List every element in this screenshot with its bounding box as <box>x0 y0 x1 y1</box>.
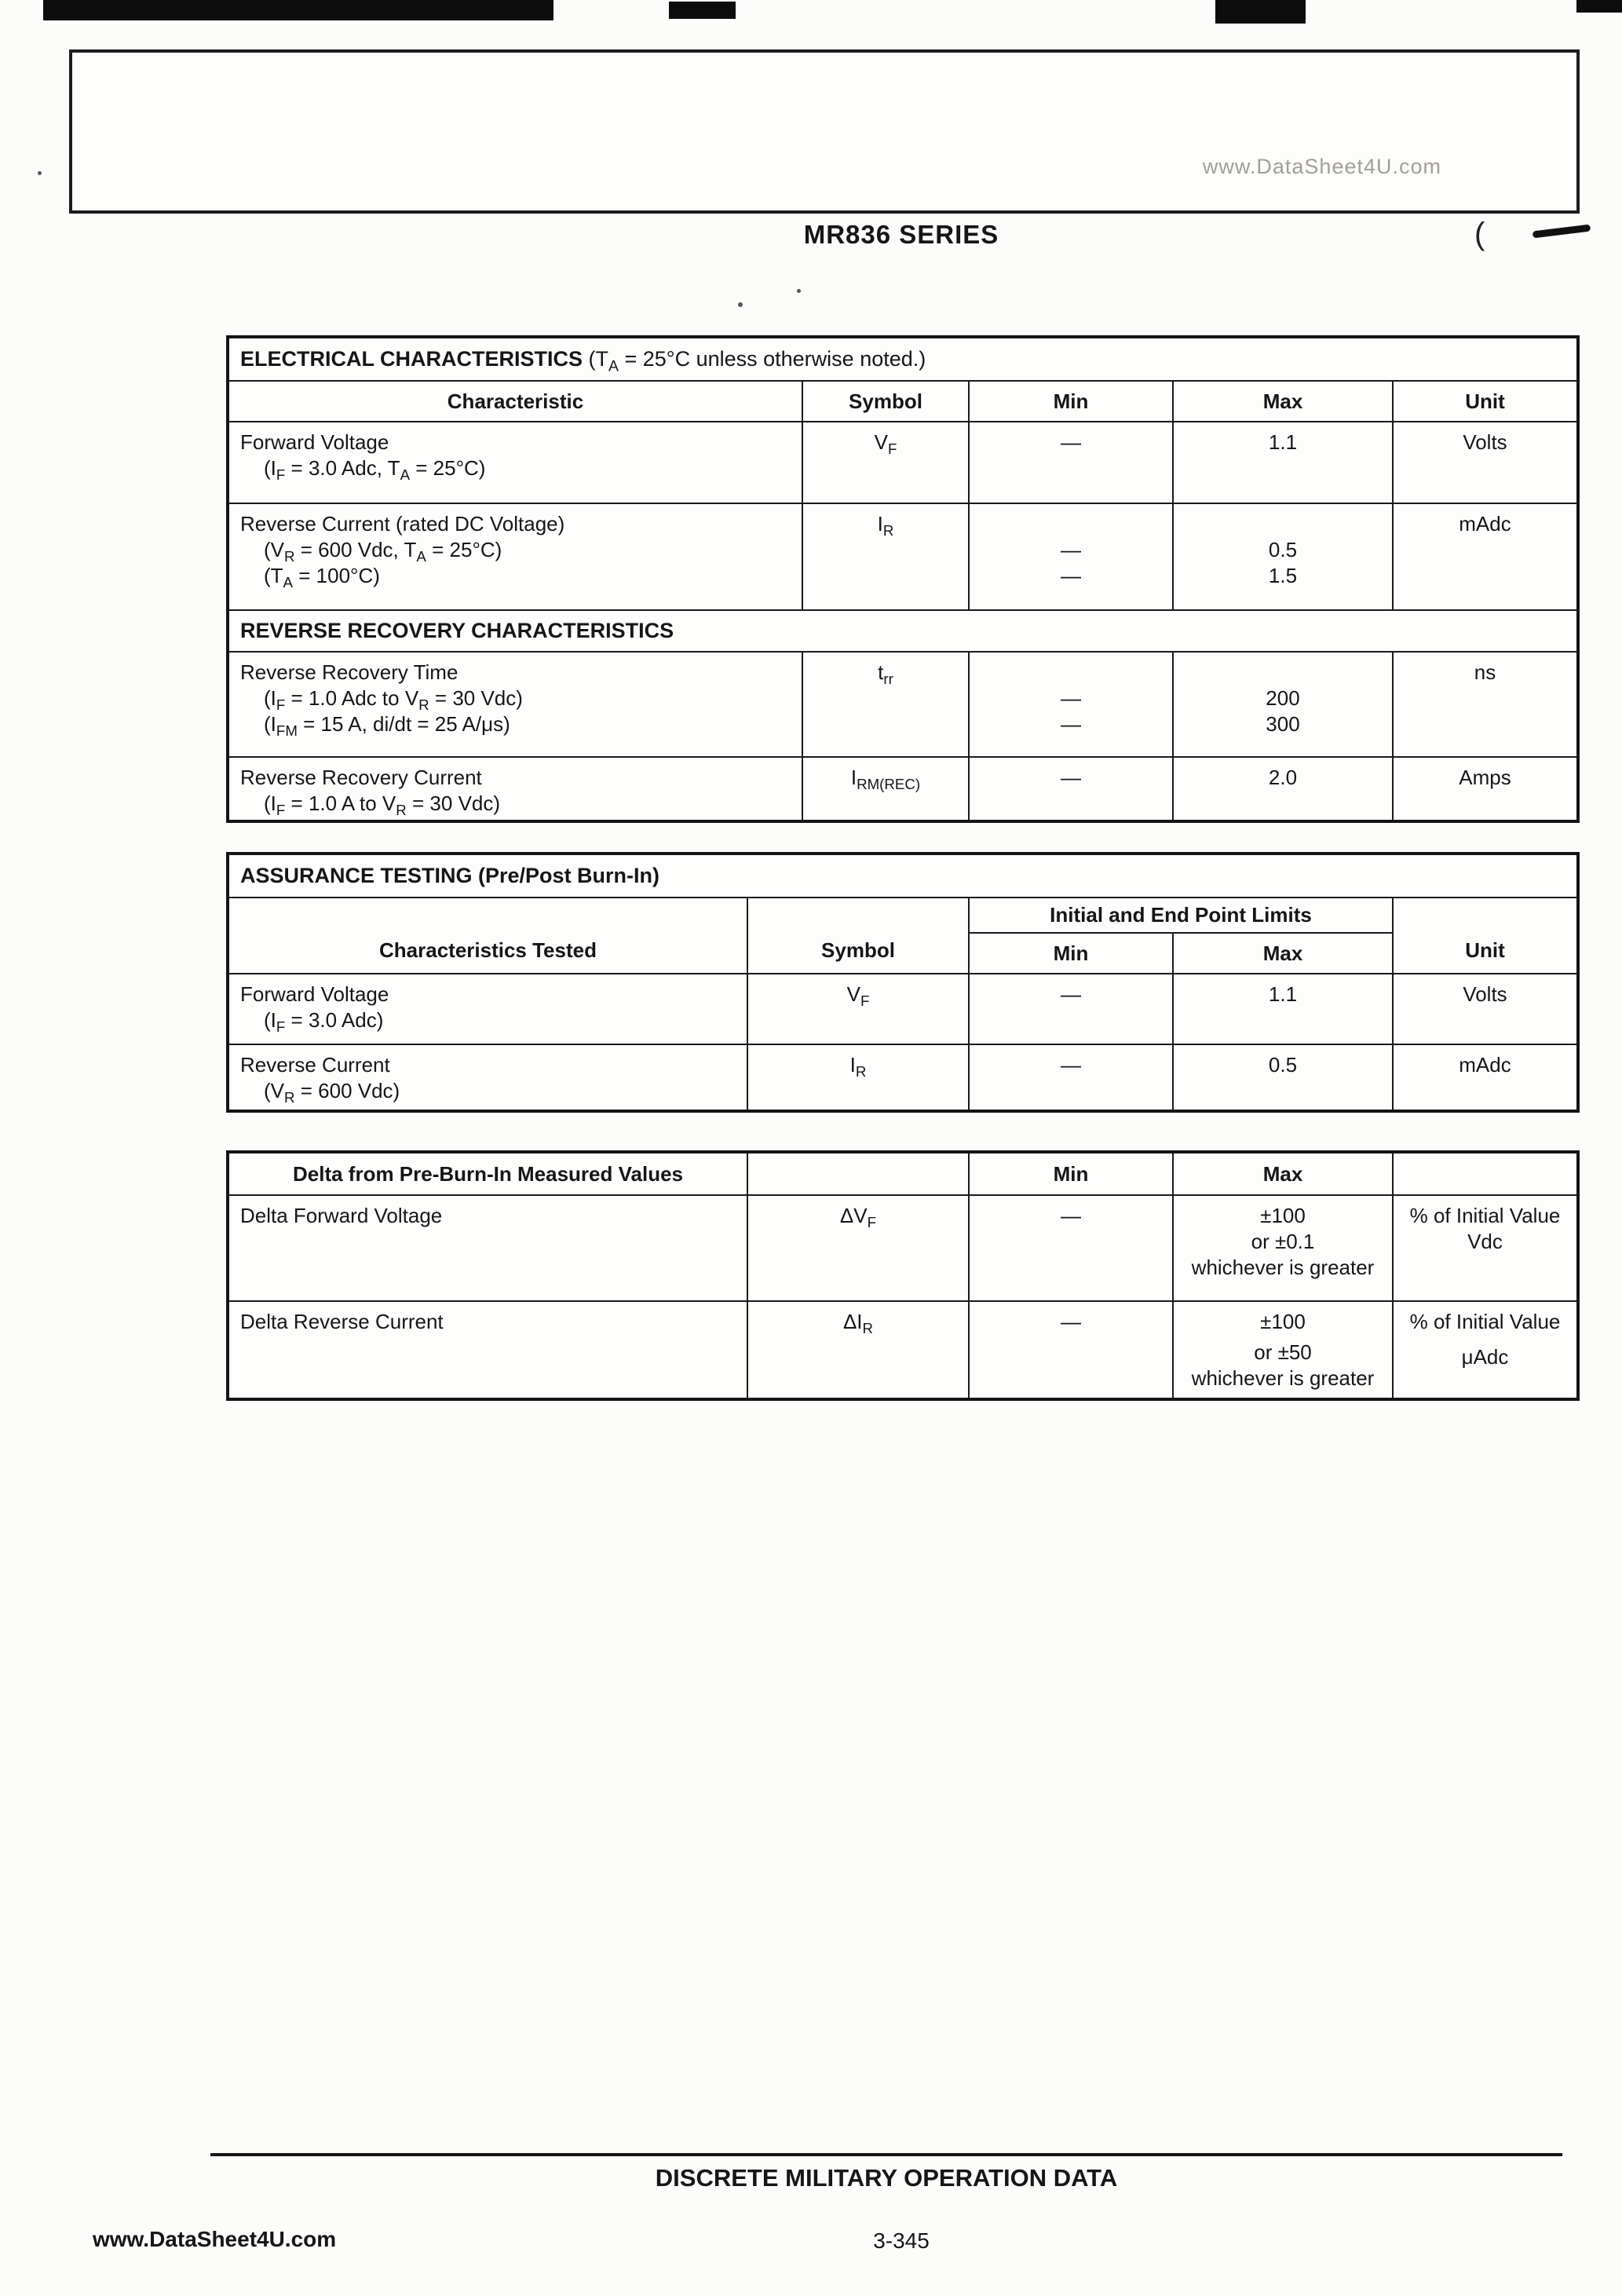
unit-cell <box>1393 422 1578 503</box>
col-header-max: Max <box>1173 933 1393 974</box>
test-condition: ($I_F = 1.0$ A to $V_R = 30$ Vdc) <box>264 792 501 819</box>
max-value: 0.5 <box>1268 538 1298 561</box>
col-header-min: Min <box>969 381 1173 422</box>
unit-cell <box>1393 757 1578 821</box>
symbol-cell <box>802 503 969 610</box>
min-value: — <box>1061 430 1081 454</box>
col-header-max: Max <box>1173 381 1393 422</box>
min-cell <box>969 1301 1173 1399</box>
col-header-symbol: Symbol <box>747 898 969 974</box>
scan-artifact-bar <box>669 2 736 19</box>
reverse-current-row <box>228 503 1578 610</box>
symbol-value: $I_R$ <box>849 1053 867 1080</box>
symbol-cell <box>747 974 969 1044</box>
symbol-value: $t_{rr}$ <box>878 660 893 688</box>
max-cell <box>1173 757 1393 821</box>
max-cell <box>1173 1301 1393 1399</box>
symbol-value: $V_F$ <box>874 430 897 458</box>
test-condition: ($V_R = 600$ Vdc) <box>264 1079 400 1106</box>
min-value: — <box>1061 1053 1081 1077</box>
max-cell <box>1173 1044 1393 1111</box>
characteristic-cell <box>228 1044 747 1111</box>
unit-cell <box>1393 1301 1578 1399</box>
assurance-testing-table <box>226 852 1580 1113</box>
unit-cell <box>1393 652 1578 757</box>
symbol-value: $I_{RM(REC)}$ <box>850 766 921 793</box>
assurance-forward-voltage-row <box>228 974 1578 1044</box>
col-header-delta: Delta from Pre-Burn-In Measured Values <box>228 1152 747 1195</box>
delta-forward-voltage-row <box>228 1195 1578 1301</box>
scan-dot <box>797 289 801 293</box>
col-header-min: Min <box>969 1152 1173 1195</box>
table-title-note: ($T_A = 25^\circ C$ unless otherwise noted.) <box>583 347 926 375</box>
unit-cell <box>1393 1044 1578 1111</box>
characteristic-cell <box>228 422 802 503</box>
reverse-recovery-current-row <box>228 757 1578 821</box>
symbol-value: $V_F$ <box>846 982 870 1010</box>
characteristic-cell <box>228 1195 747 1301</box>
assurance-table-title: ASSURANCE TESTING (Pre/Post Burn-In) <box>228 854 1578 898</box>
unit-value: μAdc <box>1461 1345 1509 1369</box>
page-number: 3-345 <box>873 2228 930 2253</box>
characteristic-cell <box>228 974 747 1044</box>
unit-value: Vdc <box>1467 1230 1503 1253</box>
max-value: whichever is greater <box>1191 1256 1375 1279</box>
min-value: — <box>1061 982 1081 1006</box>
scan-artifact-bar <box>43 0 553 20</box>
characteristic-name: Forward Voltage <box>240 430 389 454</box>
max-value: whichever is greater <box>1191 1366 1375 1390</box>
characteristic-name: Reverse Current <box>240 1053 390 1077</box>
symbol-cell <box>802 757 969 821</box>
symbol-cell <box>802 422 969 503</box>
characteristic-name: Delta Forward Voltage <box>240 1204 443 1227</box>
scan-artifact-bar <box>1576 0 1622 13</box>
footer-heading: DISCRETE MILITARY OPERATION DATA <box>655 2164 1118 2192</box>
symbol-cell <box>802 652 969 757</box>
symbol-cell <box>747 1044 969 1111</box>
min-value: — <box>1061 766 1081 789</box>
unit-value: Amps <box>1459 766 1511 789</box>
col-header-min: Min <box>969 933 1173 974</box>
section-header-reverse-recovery: REVERSE RECOVERY CHARACTERISTICS <box>228 610 1578 652</box>
delta-table <box>226 1150 1580 1401</box>
unit-value: mAdc <box>1459 512 1511 536</box>
unit-value: Volts <box>1463 982 1507 1006</box>
min-cell <box>969 1195 1173 1301</box>
unit-value: mAdc <box>1459 1053 1511 1077</box>
unit-cell <box>1393 1195 1578 1301</box>
unit-cell <box>1393 974 1578 1044</box>
min-value: — <box>1061 538 1081 561</box>
scan-mark: ( <box>1474 217 1485 251</box>
max-value: 1.5 <box>1268 564 1298 587</box>
col-header-unit: Unit <box>1393 898 1578 974</box>
delta-header-row <box>228 1152 1578 1195</box>
header-box <box>69 49 1580 214</box>
scan-artifact-box <box>1215 0 1306 24</box>
max-cell <box>1173 974 1393 1044</box>
symbol-cell <box>747 1301 969 1399</box>
min-value: — <box>1061 1310 1081 1333</box>
max-value: or ±0.1 <box>1251 1230 1315 1253</box>
unit-value: ns <box>1474 660 1496 684</box>
max-value: or ±50 <box>1254 1340 1312 1364</box>
characteristic-name: Reverse Current (rated DC Voltage) <box>240 512 565 536</box>
max-value: 0.5 <box>1268 1053 1298 1077</box>
electrical-header-row <box>228 381 1578 422</box>
unit-value: Volts <box>1463 430 1507 454</box>
col-header-characteristics-tested: Characteristics Tested <box>228 898 747 974</box>
test-condition: ($I_F = 3.0$ Adc, $T_A = 25^\circ C$) <box>264 456 486 484</box>
electrical-table-title <box>228 337 1578 381</box>
col-header-unit: Unit <box>1393 381 1578 422</box>
characteristic-name: Delta Reverse Current <box>240 1310 444 1333</box>
max-cell <box>1173 1195 1393 1301</box>
min-value: — <box>1061 712 1081 736</box>
unit-value: % of Initial Value <box>1409 1310 1561 1333</box>
characteristic-name: Forward Voltage <box>240 982 389 1006</box>
characteristic-cell <box>228 757 802 821</box>
min-cell <box>969 503 1173 610</box>
characteristic-name: Reverse Recovery Current <box>240 766 482 789</box>
max-value: 1.1 <box>1268 982 1298 1006</box>
characteristic-cell <box>228 503 802 610</box>
min-value: — <box>1061 686 1081 710</box>
reverse-recovery-time-row <box>228 652 1578 757</box>
scan-dot <box>738 302 743 307</box>
max-value: 300 <box>1266 712 1300 736</box>
col-header-symbol: Symbol <box>802 381 969 422</box>
assurance-header-row-top <box>228 898 1578 933</box>
max-cell <box>1173 652 1393 757</box>
col-header-max: Max <box>1173 1152 1393 1195</box>
characteristic-cell <box>228 1301 747 1399</box>
unit-cell <box>1393 503 1578 610</box>
col-header-characteristic: Characteristic <box>228 381 802 422</box>
col-header-unit-blank <box>1393 1152 1578 1195</box>
characteristic-name: Reverse Recovery Time <box>240 660 458 684</box>
min-cell <box>969 974 1173 1044</box>
test-condition: ($I_F = 1.0$ Adc to $V_R = 30$ Vdc) <box>264 686 523 714</box>
symbol-value: $\Delta V_F$ <box>839 1204 877 1231</box>
page-title: MR836 SERIES <box>803 220 999 249</box>
delta-reverse-current-row <box>228 1301 1578 1399</box>
col-header-limits: Initial and End Point Limits <box>969 898 1393 933</box>
min-cell <box>969 652 1173 757</box>
test-condition: ($V_R = 600$ Vdc, $T_A = 25^\circ C$) <box>264 538 502 565</box>
max-value: 2.0 <box>1268 766 1298 789</box>
test-condition: $(T_A = 100^\circ C)$ <box>264 564 380 591</box>
unit-value: % of Initial Value <box>1409 1204 1561 1227</box>
max-value: ±100 <box>1260 1204 1306 1227</box>
min-cell <box>969 1044 1173 1111</box>
test-condition: ($I_F = 3.0$ Adc) <box>264 1008 384 1036</box>
symbol-value: $\Delta I_R$ <box>842 1310 874 1337</box>
col-header-symbol-blank <box>747 1152 969 1195</box>
electrical-characteristics-table <box>226 335 1580 823</box>
max-cell <box>1173 503 1393 610</box>
max-cell <box>1173 422 1393 503</box>
watermark-text: www.DataSheet4U.com <box>1202 155 1441 178</box>
scan-dot <box>38 171 42 175</box>
symbol-value: $I_R$ <box>877 512 894 539</box>
min-cell <box>969 422 1173 503</box>
footer-rule <box>210 2153 1562 2156</box>
max-value: 200 <box>1266 686 1300 710</box>
min-value: — <box>1061 1204 1081 1227</box>
assurance-reverse-current-row <box>228 1044 1578 1111</box>
test-condition: ($I_{FM} = 15$ A, di/dt = 25 A/μs) <box>264 712 510 740</box>
footer-site-text: www.DataSheet4U.com <box>93 2227 337 2251</box>
max-value: ±100 <box>1260 1310 1306 1333</box>
symbol-cell <box>747 1195 969 1301</box>
max-value: 1.1 <box>1268 430 1298 454</box>
min-value: — <box>1061 564 1081 587</box>
forward-voltage-row <box>228 422 1578 503</box>
min-cell <box>969 757 1173 821</box>
characteristic-cell <box>228 652 802 757</box>
table-title-text: ELECTRICAL CHARACTERISTICS <box>240 347 583 371</box>
